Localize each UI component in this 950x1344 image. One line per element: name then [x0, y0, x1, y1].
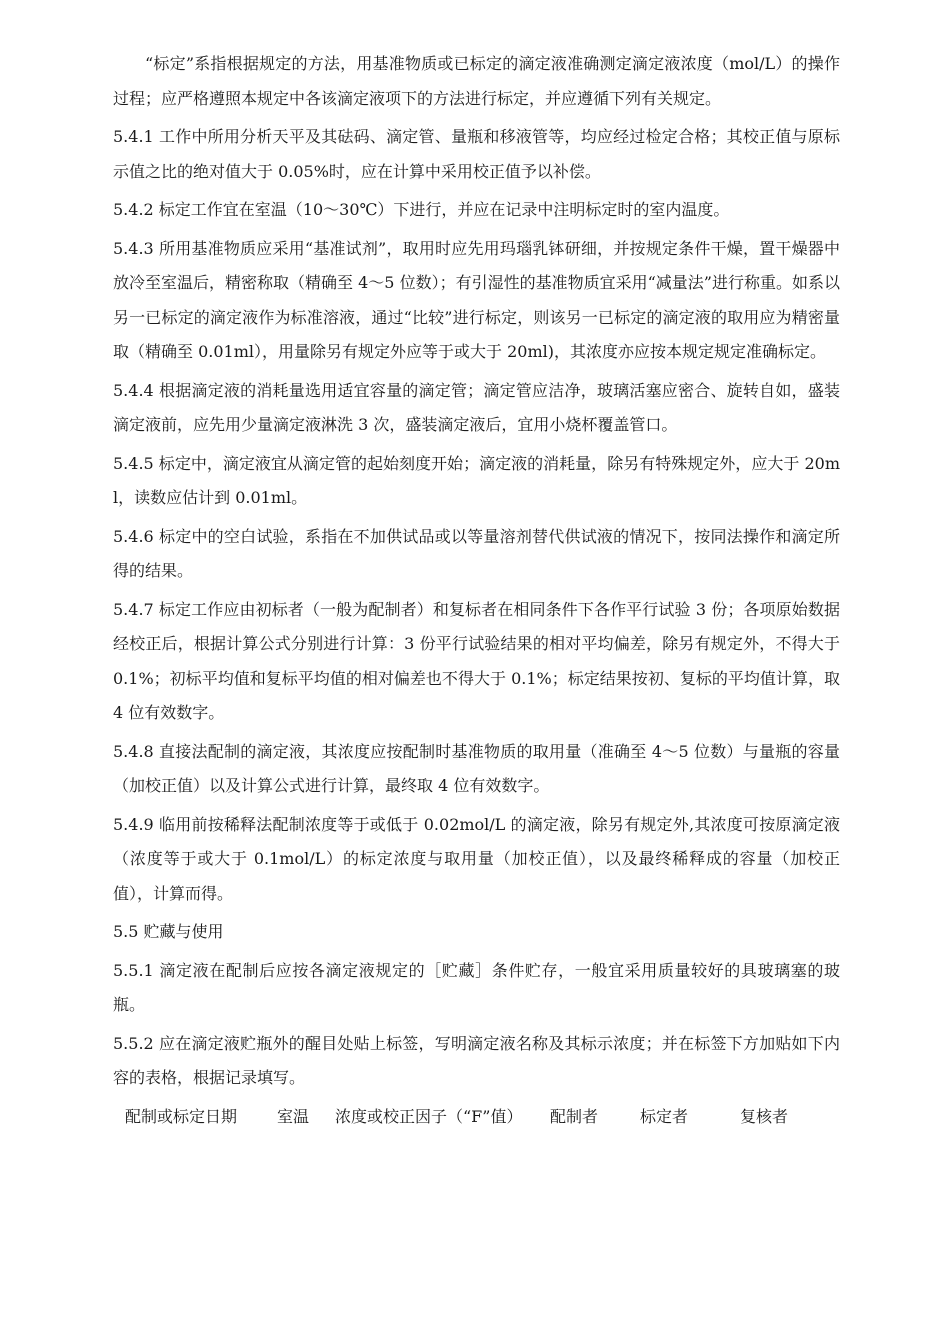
label-header-room-temperature: 室温 — [277, 1106, 310, 1126]
paragraph-5-4-8: 5.4.8 直接法配制的滴定液，其浓度应按配制时基准物质的取用量（准确至 4～5 位数）与量瓶的容量（加校正值）以及计算公式进行计算，最终取 4 位有效数字。 — [113, 741, 840, 795]
label-header-concentration: 浓度或校正因子（“F”值） — [335, 1106, 523, 1126]
label-header-standardizer: 标定者 — [640, 1106, 689, 1126]
label-table-header — [113, 1100, 840, 1134]
paragraph-5-5-2: 5.5.2 应在滴定液贮瓶外的醒目处贴上标签，写明滴定液名称及其标示浓度；并在标签下方加贴如下内容的表格，根据记录填写。 — [113, 1033, 840, 1087]
paragraph-5-4-1: 5.4.1 工作中所用分析天平及其砝码、滴定管、量瓶和移液管等，均应经过检定合格；其校正值与原标示值之比的绝对值大于 0.05%时，应在计算中采用校正值予以补偿。 — [113, 127, 840, 181]
label-header-reviewer: 复核者 — [740, 1106, 789, 1126]
document-body — [113, 47, 840, 1134]
paragraph-5-4-6: 5.4.6 标定中的空白试验，系指在不加供试品或以等量溶剂替代供试液的情况下，按同法操作和滴定所得的结果。 — [113, 526, 840, 580]
label-header-preparer: 配制者 — [550, 1106, 599, 1126]
paragraph-5-5-1: 5.5.1 滴定液在配制后应按各滴定液规定的［贮藏］条件贮存，一般宜采用质量较好的具玻璃塞的玻瓶。 — [113, 960, 840, 1014]
paragraph-intro: “标定”系指根据规定的方法，用基准物质或已标定的滴定液准确测定滴定液浓度（mol/L）的操作过程；应严格遵照本规定中各该滴定液项下的方法进行标定，并应遵循下列有关规定。 — [113, 54, 840, 108]
paragraph-5-4-9: 5.4.9 临用前按稀释法配制浓度等于或低于 0.02mol/L 的滴定液，除另有规定外,其浓度可按原滴定液（浓度等于或大于 0.1mol/L）的标定浓度与取用量（加校正值），以及最终稀释成的容量（加校正值），计算而得。 — [113, 814, 840, 903]
paragraph-5-4-7: 5.4.7 标定工作应由初标者（一般为配制者）和复标者在相同条件下各作平行试验 3 份；各项原始数据经校正后，根据计算公式分别进行计算：3 份平行试验结果的相对平均偏差，除另有规定外，不得大于 0.1%；初标平均值和复标平均值的相对偏差也不得大于 0.1%；标定结果按初、复标的平均值计算，取 4 位有效数字。 — [113, 599, 840, 722]
section-heading-5-5: 5.5 贮藏与使用 — [113, 922, 224, 941]
paragraph-5-4-5: 5.4.5 标定中，滴定液宜从滴定管的起始刻度开始；滴定液的消耗量，除另有特殊规定外，应大于 20ml，读数应估计到 0.01ml。 — [113, 453, 840, 507]
paragraph-5-4-3: 5.4.3 所用基准物质应采用“基准试剂”，取用时应先用玛瑙乳钵研细，并按规定条件干燥，置干燥器中放冷至室温后，精密称取（精确至 4～5 位数）；有引湿性的基准物质宜采用“减量法”进行称重。如系以另一已标定的滴定液作为标准溶液，通过“比较”进行标定，则该另一已标定的滴定液的取用应为精密量取（精确至 0.01ml），用量除另有规定外应等于或大于 20ml)，其浓度亦应按本规定规定准确标定。 — [113, 238, 840, 361]
label-header-date: 配制或标定日期 — [125, 1106, 238, 1126]
paragraph-5-4-2: 5.4.2 标定工作宜在室温（10～30℃）下进行，并应在记录中注明标定时的室内温度。 — [113, 200, 730, 219]
paragraph-5-4-4: 5.4.4 根据滴定液的消耗量选用适宜容量的滴定管；滴定管应洁净，玻璃活塞应密合、旋转自如，盛装滴定液前，应先用少量滴定液淋洗 3 次，盛装滴定液后，宜用小烧杯覆盖管口。 — [113, 380, 840, 434]
